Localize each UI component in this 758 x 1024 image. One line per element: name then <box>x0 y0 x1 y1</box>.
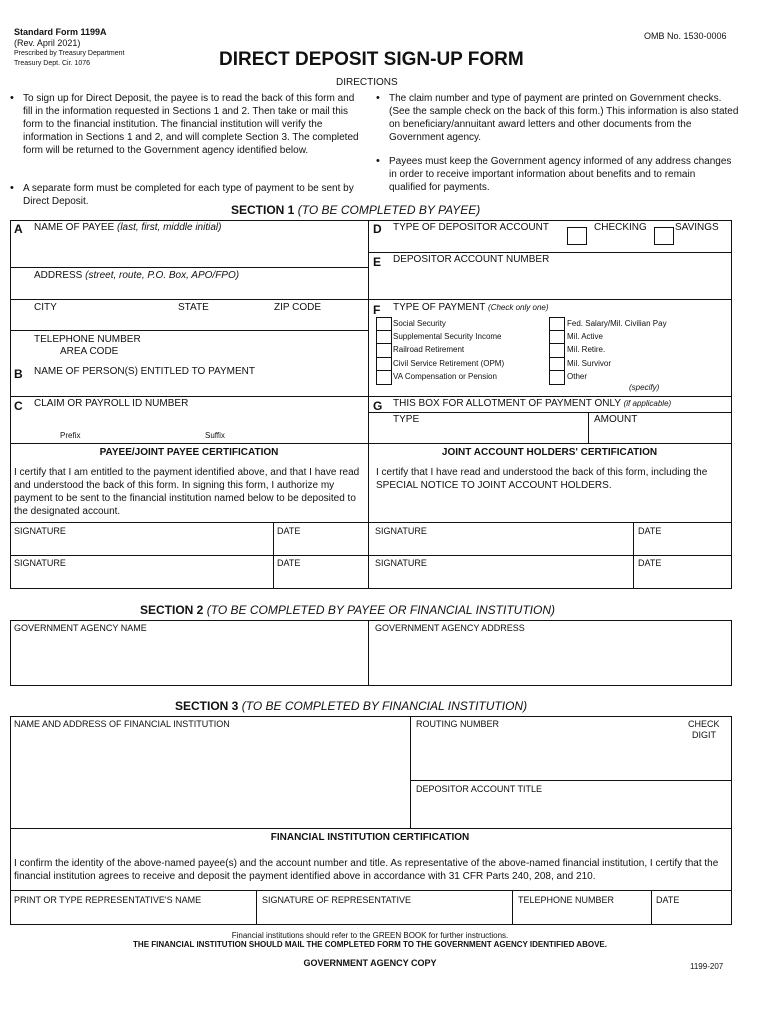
account-title-field[interactable]: DEPOSITOR ACCOUNT TITLE <box>416 784 543 794</box>
divider <box>10 267 368 268</box>
divider <box>512 890 513 924</box>
divider <box>10 828 731 829</box>
omb-number: OMB No. 1530-0006 <box>644 31 727 41</box>
divider <box>368 299 731 300</box>
agency-address-field[interactable]: GOVERNMENT AGENCY ADDRESS <box>375 623 525 633</box>
savings-label: SAVINGS <box>675 222 719 233</box>
divider <box>10 396 731 397</box>
section3-heading-italic: (TO BE COMPLETED BY FINANCIAL INSTITUTION) <box>241 699 528 713</box>
date-field[interactable]: DATE <box>277 558 301 568</box>
signature-field[interactable]: SIGNATURE <box>14 558 66 568</box>
telephone-field[interactable]: TELEPHONE NUMBER <box>34 334 141 345</box>
claim-id-field[interactable]: CLAIM OR PAYROLL ID NUMBER <box>34 398 189 409</box>
divider <box>633 522 634 588</box>
directions-heading: DIRECTIONS <box>336 77 398 88</box>
entitled-persons-field[interactable]: NAME OF PERSON(S) ENTITLED TO PAYMENT <box>34 366 255 377</box>
allotment-heading <box>393 398 671 409</box>
zip-field[interactable]: ZIP CODE <box>274 302 322 313</box>
allotment-label: THIS BOX FOR ALLOTMENT OF PAYMENT ONLY <box>393 398 621 409</box>
payee-name-field[interactable] <box>34 222 221 233</box>
mil-retire-checkbox[interactable] <box>549 343 565 358</box>
payment-option-label: Supplemental Security Income <box>393 332 502 341</box>
section2-heading-bold: SECTION 2 <box>140 603 204 617</box>
letter-d: D <box>373 222 382 236</box>
checking-label: CHECKING <box>594 222 647 233</box>
signature-field[interactable]: SIGNATURE <box>375 526 427 536</box>
section3-heading-bold: SECTION 3 <box>175 699 239 713</box>
area-code-label: AREA CODE <box>60 346 119 357</box>
form-id: Standard Form 1199A <box>14 27 107 37</box>
payee-cert-title: PAYEE/JOINT PAYEE CERTIFICATION <box>99 447 279 458</box>
divider <box>10 555 731 556</box>
divider <box>368 252 731 253</box>
fi-cert-title: FINANCIAL INSTITUTION CERTIFICATION <box>270 832 470 843</box>
divider <box>368 220 369 588</box>
payment-option-label: Social Security <box>393 319 446 328</box>
direction-item: • Payees must keep the Government agency informed of any address changes in order to receive important information about benefits and to remain qualified for payments. <box>389 155 734 194</box>
letter-a: A <box>14 222 23 236</box>
footer-mail: THE FINANCIAL INSTITUTION SHOULD MAIL THE COMPLETED FORM TO THE GOVERNMENT AGENCY IDENTIFIED ABOVE. <box>133 940 607 949</box>
direction-item: • The claim number and type of payment are printed on Government checks. (See the sample check on the back of this form.) This information is also stated on beneficiary/annuitant award letters and other documents from the Government agency. <box>389 92 739 144</box>
divider <box>651 890 652 924</box>
fi-cert-text: I confirm the identity of the above-named payee(s) and the account number and title. As representative of the above-named financial institution, I certify that the financial institution agrees to receive and deposit the payment identified above in accordance with 31 CFR Parts 240, 208, and 210. <box>14 858 719 882</box>
va-checkbox[interactable] <box>376 370 392 385</box>
check-digit-label: CHECK <box>688 719 720 729</box>
letter-e: E <box>373 255 382 269</box>
rep-name-field[interactable]: PRINT OR TYPE REPRESENTATIVE'S NAME <box>14 895 202 905</box>
letter-b: B <box>14 367 23 381</box>
form-code: 1199-207 <box>690 962 724 971</box>
city-field[interactable]: CITY <box>34 302 57 313</box>
address-label: ADDRESS <box>34 270 83 281</box>
letter-g: G <box>373 399 383 413</box>
page-title: DIRECT DEPOSIT SIGN-UP FORM <box>219 49 524 70</box>
date-field[interactable]: DATE <box>277 526 301 536</box>
footer-note: Financial institutions should refer to the GREEN BOOK for further instructions. <box>231 931 509 940</box>
revision: (Rev. April 2021) <box>14 38 81 48</box>
specify-label: (specify) <box>629 383 660 392</box>
divider <box>368 620 369 685</box>
railroad-checkbox[interactable] <box>376 343 392 358</box>
suffix-label: Suffix <box>205 431 225 440</box>
address-hint: (street, route, P.O. Box, APO/FPO) <box>85 270 240 281</box>
section2-heading-italic: (TO BE COMPLETED BY PAYEE OR FINANCIAL INSTITUTION) <box>206 603 555 617</box>
payment-type-hint: (Check only one) <box>488 303 549 312</box>
direction-item: • A separate form must be completed for each type of payment to be sent by Direct Deposit. <box>23 182 368 208</box>
divider <box>273 522 274 588</box>
section3-frame <box>10 716 732 925</box>
signature-field[interactable]: SIGNATURE <box>14 526 66 536</box>
checking-checkbox[interactable] <box>567 227 587 245</box>
prefix-label: Prefix <box>60 431 81 440</box>
divider <box>588 412 589 443</box>
other-checkbox[interactable] <box>549 370 565 385</box>
section3-heading <box>175 699 527 713</box>
divider <box>10 522 731 523</box>
date-field[interactable]: DATE <box>638 558 662 568</box>
circular: Treasury Dept. Cir. 1076 <box>14 60 90 67</box>
copy-label: GOVERNMENT AGENCY COPY <box>303 958 437 968</box>
direction-item: • To sign up for Direct Deposit, the payee is to read the back of this form and fill in the information requested in Sections 1 and 2. Then take or mail this form to the financial institution. The financial institution will verify the information in Sections 1 and 2, and will complete Section 3. The completed form will be returned to the Government agency identified below. <box>23 92 363 157</box>
divider <box>10 890 731 891</box>
payee-name-label: NAME OF PAYEE <box>34 222 115 233</box>
check-digit-label: DIGIT <box>692 730 716 740</box>
payment-option-label: Mil. Active <box>567 332 604 341</box>
prescribed: Prescribed by Treasury Department <box>14 50 125 57</box>
divider <box>10 443 731 444</box>
divider <box>10 330 368 331</box>
payment-option-label: Railroad Retirement <box>393 345 465 354</box>
payment-option-label: Civil Service Retirement (OPM) <box>393 359 505 368</box>
payment-option-label: VA Compensation or Pension <box>393 372 497 381</box>
payee-cert-text: I certify that I am entitled to the payment identified above, and that I have read and understood the back of this form. In signing this form, I authorize my payment to be sent to the financial institution named below to be deposited to the designated account. <box>14 467 360 517</box>
agency-name-field[interactable]: GOVERNMENT AGENCY NAME <box>14 623 147 633</box>
payment-option-label: Fed. Salary/Mil. Civilian Pay <box>567 319 667 328</box>
allotment-amount-field[interactable]: AMOUNT <box>594 414 638 425</box>
account-type-label: TYPE OF DEPOSITOR ACCOUNT <box>393 222 549 233</box>
divider <box>10 299 368 300</box>
address-field[interactable] <box>34 270 239 281</box>
payment-option-label: Other <box>567 372 588 381</box>
savings-checkbox[interactable] <box>654 227 674 245</box>
payment-type-heading <box>393 302 549 313</box>
fi-telephone-field[interactable]: TELEPHONE NUMBER <box>518 895 615 905</box>
divider <box>410 716 411 828</box>
signature-field[interactable]: SIGNATURE <box>375 558 427 568</box>
allotment-type-field[interactable]: TYPE <box>393 414 420 425</box>
payment-type-label: TYPE OF PAYMENT <box>393 302 486 313</box>
section1-heading <box>231 203 480 217</box>
fi-date-field[interactable]: DATE <box>656 895 680 905</box>
letter-c: C <box>14 399 23 413</box>
divider <box>256 890 257 924</box>
rep-signature-field[interactable]: SIGNATURE OF REPRESENTATIVE <box>262 895 412 905</box>
payee-name-hint: (last, first, middle initial) <box>116 222 222 233</box>
joint-cert-text: I certify that I have read and understood the back of this form, including the SPECIAL NOTICE TO JOINT ACCOUNT HOLDERS. <box>376 467 708 491</box>
fi-name-address-field[interactable]: NAME AND ADDRESS OF FINANCIAL INSTITUTION <box>14 719 230 729</box>
section1-heading-bold: SECTION 1 <box>231 203 295 217</box>
payment-option-label: Mil. Survivor <box>567 359 612 368</box>
joint-cert-title: JOINT ACCOUNT HOLDERS' CERTIFICATION <box>441 447 658 458</box>
routing-number-field[interactable]: ROUTING NUMBER <box>416 719 499 729</box>
date-field[interactable]: DATE <box>638 526 662 536</box>
section2-heading <box>140 603 555 617</box>
section1-heading-italic: (TO BE COMPLETED BY PAYEE) <box>297 203 481 217</box>
state-field[interactable]: STATE <box>178 302 209 313</box>
divider <box>368 412 731 413</box>
account-number-field[interactable]: DEPOSITOR ACCOUNT NUMBER <box>393 254 550 265</box>
letter-f: F <box>373 303 381 317</box>
payment-option-label: Mil. Retire. <box>567 345 606 354</box>
allotment-hint: (if applicable) <box>623 399 672 408</box>
divider <box>410 780 731 781</box>
